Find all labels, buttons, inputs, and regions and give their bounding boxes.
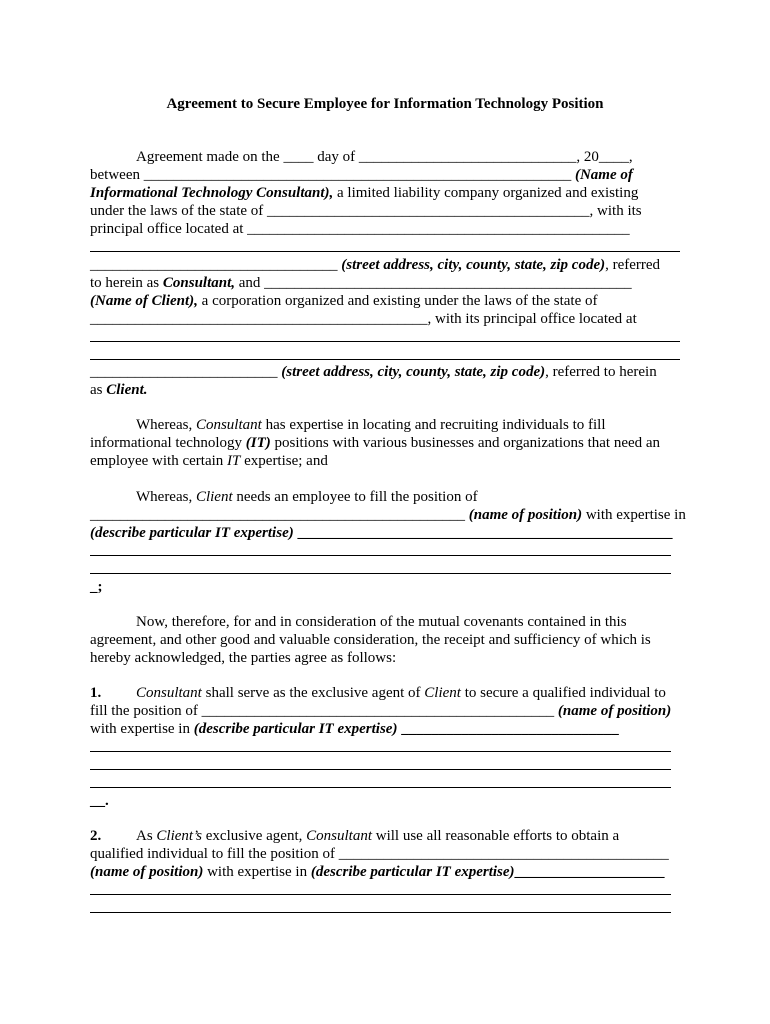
- blank-rule: [90, 787, 671, 788]
- blank-rule: [90, 769, 671, 770]
- s2-line3: (name of position) with expertise in (describe particular IT expertise)____________________: [90, 864, 665, 880]
- p1-line5: principal office located at ___________________________________________________: [90, 221, 630, 237]
- p1-line2: between _________________________________________________________ (Name of: [90, 167, 633, 183]
- blank-rule: [90, 251, 680, 252]
- blank-rule: [90, 912, 671, 913]
- blank-rule: [90, 894, 671, 895]
- blank-rule: [90, 341, 680, 342]
- blank-rule: [90, 359, 680, 360]
- s1-line3: with expertise in (describe particular IT expertise) _____________________________: [90, 721, 619, 737]
- p3-line1: Whereas, Client needs an employee to fill the position of: [136, 489, 478, 505]
- p2-line3: employee with certain IT expertise; and: [90, 453, 328, 469]
- p1-line8: to herein as Consultant, and _________________________________________________: [90, 275, 632, 291]
- p1-line3: Informational Technology Consultant), a limited liability company organized and existing: [90, 185, 639, 201]
- p4-line2: agreement, and other good and valuable consideration, the receipt and sufficiency of which is: [90, 632, 651, 648]
- p2-line2: informational technology (IT) positions with various businesses and organizations that need an: [90, 435, 661, 451]
- blank-rule: [90, 555, 671, 556]
- p4-line1: Now, therefore, for and in consideration of the mutual covenants contained in this: [136, 614, 627, 630]
- p1-line7: _________________________________ (street address, city, county, state, zip code), referred: [90, 257, 661, 273]
- p1-line10: _____________________________________________, with its principal office located at: [90, 311, 637, 327]
- blank-rule: [90, 573, 671, 574]
- p1-line4: under the laws of the state of ___________________________________________, with its: [90, 203, 642, 219]
- s2-line2: qualified individual to fill the position of ____________________________________________: [90, 846, 669, 862]
- p1-line14: as Client.: [90, 382, 148, 398]
- s1-line2: fill the position of _______________________________________________ (name of position): [90, 703, 672, 719]
- document-title: Agreement to Secure Employee for Information Technology Position: [166, 96, 604, 112]
- p3-line3: (describe particular IT expertise) __________________________________________________: [90, 525, 673, 541]
- p3-line2: __________________________________________________ (name of position) with expertise in: [90, 507, 686, 523]
- p4-line3: hereby acknowledged, the parties agree as follows:: [90, 650, 397, 666]
- s2-line1: As Client’s exclusive agent, Consultant will use all reasonable efforts to obtain a: [136, 828, 620, 844]
- blank-rule: [90, 751, 671, 752]
- s1-line1: Consultant shall serve as the exclusive agent of Client to secure a qualified individual to: [136, 685, 666, 701]
- p1-line9: (Name of Client), a corporation organized and existing under the laws of the state of: [90, 293, 598, 309]
- p1-line13: _________________________ (street address, city, county, state, zip code), referred to herein: [90, 364, 657, 380]
- section-2-number: 2.: [90, 828, 102, 844]
- p3-line6: _;: [90, 579, 103, 595]
- s1-line7: __.: [90, 793, 109, 809]
- p1-line1: Agreement made on the ____ day of _____________________________, 20____,: [136, 149, 633, 165]
- section-1-number: 1.: [90, 685, 102, 701]
- p2-line1: Whereas, Consultant has expertise in locating and recruiting individuals to fill: [136, 417, 606, 433]
